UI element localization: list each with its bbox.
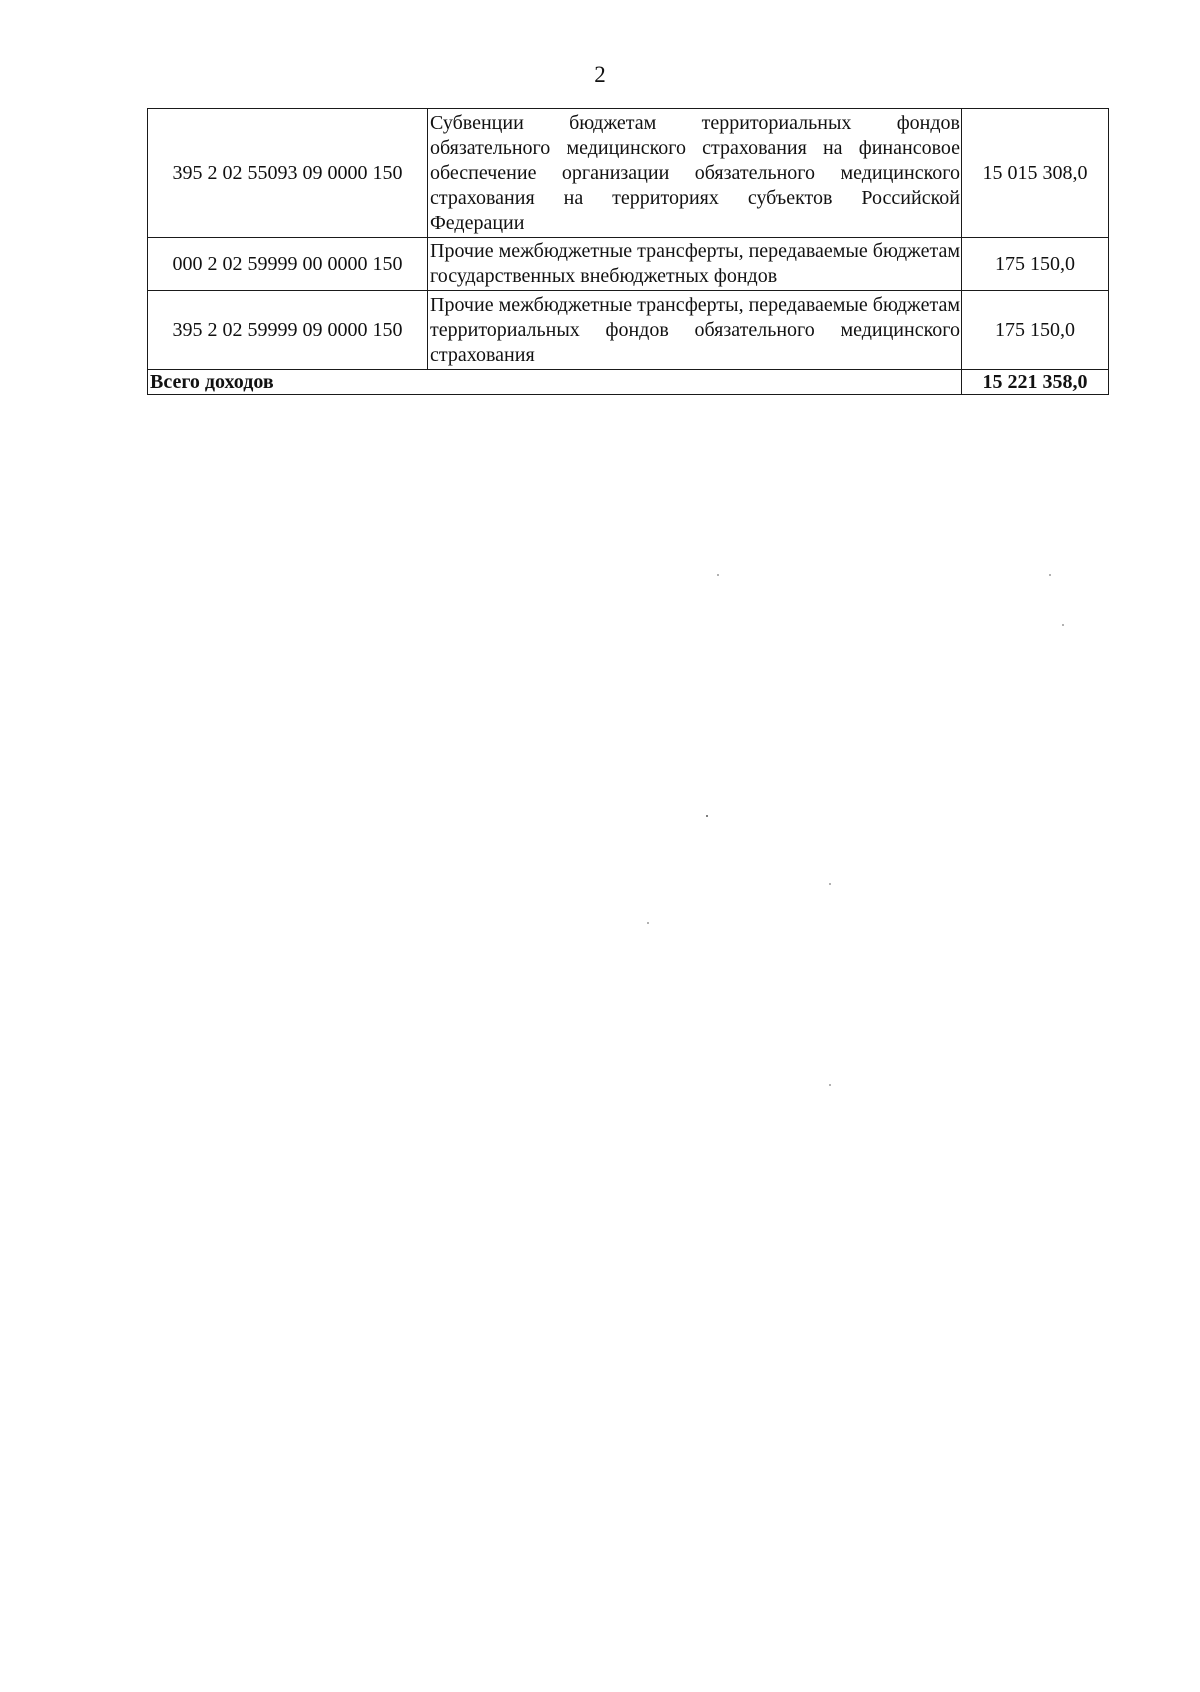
table-row <box>148 109 1109 238</box>
page-number: 2 <box>594 62 606 87</box>
total-row <box>148 370 1109 395</box>
table-row <box>148 238 1109 291</box>
total-amount: 15 221 358,0 <box>962 370 1109 395</box>
budget-code-cell: 395 2 02 55093 09 0000 150 <box>148 109 428 238</box>
amount-cell: 175 150,0 <box>962 238 1109 291</box>
table-row <box>148 291 1109 370</box>
scan-speck <box>647 922 649 924</box>
amount-cell: 15 015 308,0 <box>962 109 1109 238</box>
total-label: Всего доходов <box>148 370 962 395</box>
income-table <box>147 108 1109 395</box>
budget-code-cell: 395 2 02 59999 09 0000 150 <box>148 291 428 370</box>
income-name-cell: Прочие межбюджетные трансферты, передаваемые бюджетам территориальных фондов обязательного медицинского страхования <box>428 291 962 370</box>
scan-speck <box>829 883 831 885</box>
scan-speck <box>706 815 708 817</box>
amount-cell: 175 150,0 <box>962 291 1109 370</box>
income-name-cell: Прочие межбюджетные трансферты, передаваемые бюджетам государственных внебюджетных фондов <box>428 238 962 291</box>
scan-speck <box>717 574 719 576</box>
income-name-cell: Субвенции бюджетам территориальных фондов обязательного медицинского страхования на финансовое обеспечение организации обязательного медицинского страхования на территориях субъектов Российской Федерации <box>428 109 962 238</box>
scan-speck <box>1062 624 1064 626</box>
scan-speck <box>829 1084 831 1086</box>
budget-code-cell: 000 2 02 59999 00 0000 150 <box>148 238 428 291</box>
scan-speck <box>1049 574 1051 576</box>
